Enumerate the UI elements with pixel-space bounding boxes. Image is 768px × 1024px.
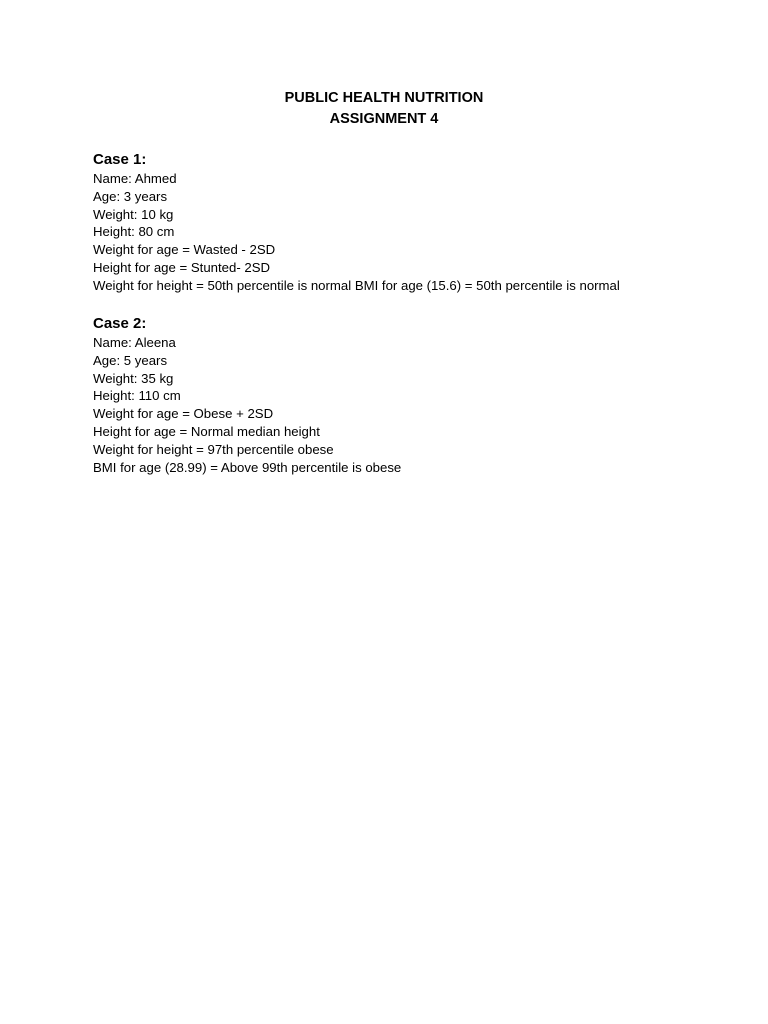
case-2-weight-for-height: Weight for height = 97th percentile obese xyxy=(93,441,334,457)
case-2-weight-for-age: Weight for age = Obese + 2SD xyxy=(93,406,274,422)
case-2-height: Height: 110 cm xyxy=(93,388,181,404)
case-1-weight-for-height: Weight for height = 50th percentile is normal BMI for age (15.6) = 50th percentile is normal xyxy=(93,277,620,293)
case-2-details xyxy=(93,334,753,476)
case-2-age: Age: 5 years xyxy=(93,352,168,368)
document-title xyxy=(0,88,768,130)
case-1-height-for-age: Height for age = Stunted- 2SD xyxy=(93,259,271,275)
case-1-height: Height: 80 cm xyxy=(93,224,175,240)
case-1-section xyxy=(93,150,753,295)
case-1-heading: Case 1: xyxy=(93,151,147,168)
case-1-details xyxy=(93,170,753,295)
case-2-height-for-age: Height for age = Normal median height xyxy=(93,423,320,439)
case-2-heading: Case 2: xyxy=(93,315,147,332)
title-line-1: PUBLIC HEALTH NUTRITION xyxy=(284,90,484,106)
case-1-age: Age: 3 years xyxy=(93,188,168,204)
case-2-section xyxy=(93,314,753,476)
case-2-weight: Weight: 35 kg xyxy=(93,370,174,386)
case-2-bmi-for-age: BMI for age (28.99) = Above 99th percentile is obese xyxy=(93,459,402,475)
case-1-weight: Weight: 10 kg xyxy=(93,206,174,222)
case-1-name: Name: Ahmed xyxy=(93,171,177,186)
case-2-name: Name: Aleena xyxy=(93,335,176,350)
title-line-2: ASSIGNMENT 4 xyxy=(329,111,439,127)
case-1-weight-for-age: Weight for age = Wasted - 2SD xyxy=(93,242,276,258)
